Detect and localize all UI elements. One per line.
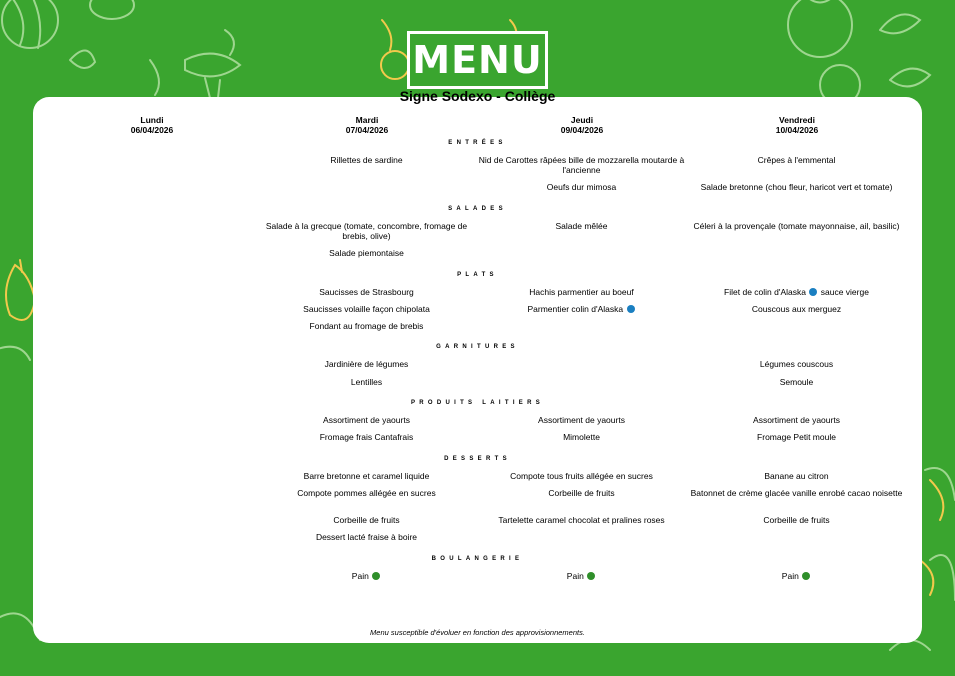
section-title-boulangerie: BOULANGERIE: [431, 556, 524, 562]
footer-note: Menu susceptible d'évoluer en fonction des approvisionnements.: [370, 628, 585, 637]
menu-item: Salade piemontaise: [329, 248, 404, 258]
local-product-icon: [372, 572, 380, 580]
section-title-garnitures: GARNITURES: [436, 344, 519, 350]
menu-item: Dessert lacté fraise à boire: [315, 532, 418, 542]
menu-item: Saucisses de Strasbourg: [319, 287, 414, 297]
menu-item: Compote tous fruits allégée en sucres: [510, 471, 653, 481]
day-name: Jeudi: [570, 115, 594, 125]
local-product-icon: [587, 572, 595, 580]
menu-item-text: Pain: [781, 571, 799, 581]
menu-item: Couscous aux merguez: [751, 304, 842, 314]
menu-item: Semoule: [779, 377, 814, 387]
section-title-salades: SALADES: [448, 206, 507, 212]
menu-item: Fondant au fromage de brebis: [309, 321, 424, 331]
menu-item: Salade mêlée: [555, 221, 608, 231]
day-name: Lundi: [140, 115, 164, 125]
menu-item-text: sauce vierge: [820, 287, 869, 297]
menu-item: Assortiment de yaourts: [753, 415, 840, 425]
local-product-icon: [802, 572, 810, 580]
menu-item: Oeufs dur mimosa: [546, 182, 617, 192]
menu-item-text: Pain: [566, 571, 584, 581]
menu-item: Salade à la grecque (tomate, concombre, fromage de brebis, olive): [265, 221, 468, 241]
menu-item: Assortiment de yaourts: [323, 415, 410, 425]
menu-item: Mimolette: [563, 432, 600, 442]
menu-item: [474, 571, 689, 581]
menu-item-text: Pain: [351, 571, 369, 581]
section-title-plats: PLATS: [457, 272, 498, 278]
menu-item-text: Parmentier colin d'Alaska: [527, 304, 624, 314]
day-name: Mardi: [355, 115, 379, 125]
menu-item: Hachis parmentier au boeuf: [529, 287, 634, 297]
section-title-entrees: ENTRÉES: [448, 140, 507, 146]
menu-item: Céleri à la provençale (tomate mayonnaise, ail, basilic): [693, 221, 900, 231]
menu-item: Corbeille de fruits: [333, 515, 400, 525]
section-title-produits-laitiers: PRODUITS LAITIERS: [410, 400, 545, 406]
fish-label-icon: [809, 288, 817, 296]
menu-item: Jardinière de légumes: [324, 359, 409, 369]
menu-card: [33, 97, 922, 643]
menu-item: Banane au citron: [764, 471, 829, 481]
day-header-mardi: [292, 115, 442, 135]
menu-logo: [407, 31, 548, 89]
menu-item: [259, 571, 474, 581]
menu-item: Crêpes à l'emmental: [757, 155, 836, 165]
section-title-desserts: DESSERTS: [444, 456, 511, 462]
menu-item: Lentilles: [350, 377, 383, 387]
menu-item: Nid de Carottes râpées bille de mozzarella moutarde à l'ancienne: [478, 155, 685, 175]
day-header-vendredi: [722, 115, 872, 135]
menu-logo-text: MENU: [412, 38, 543, 82]
day-date: 06/04/2026: [130, 125, 174, 135]
page-subtitle: Signe Sodexo - Collège: [399, 88, 556, 104]
menu-item: [689, 287, 904, 297]
fish-label-icon: [627, 305, 635, 313]
menu-item: Batonnet de crème glacée vanille enrobé cacao noisette: [690, 488, 903, 498]
menu-item: Salade bretonne (chou fleur, haricot vert et tomate): [700, 182, 893, 192]
day-date: 07/04/2026: [345, 125, 389, 135]
menu-item-text: Filet de colin d'Alaska: [724, 287, 806, 297]
day-date: 10/04/2026: [775, 125, 819, 135]
menu-item: Saucisses volaille façon chipolata: [303, 304, 430, 314]
day-date: 09/04/2026: [560, 125, 604, 135]
menu-item: Assortiment de yaourts: [538, 415, 625, 425]
menu-item: Rillettes de sardine: [330, 155, 403, 165]
menu-item: Compote pommes allégée en sucres: [297, 488, 436, 498]
menu-item: Fromage Petit moule: [757, 432, 836, 442]
menu-item: [689, 571, 904, 581]
menu-item: Tartelette caramel chocolat et pralines roses: [498, 515, 665, 525]
day-name: Vendredi: [779, 115, 815, 125]
day-header-jeudi: [507, 115, 657, 135]
menu-item: [474, 304, 689, 314]
menu-item: Corbeille de fruits: [763, 515, 830, 525]
menu-item: Corbeille de fruits: [548, 488, 615, 498]
menu-item: Fromage frais Cantafrais: [319, 432, 414, 442]
menu-item: Légumes couscous: [759, 359, 834, 369]
menu-item: Barre bretonne et caramel liquide: [303, 471, 430, 481]
day-header-lundi: [77, 115, 227, 135]
